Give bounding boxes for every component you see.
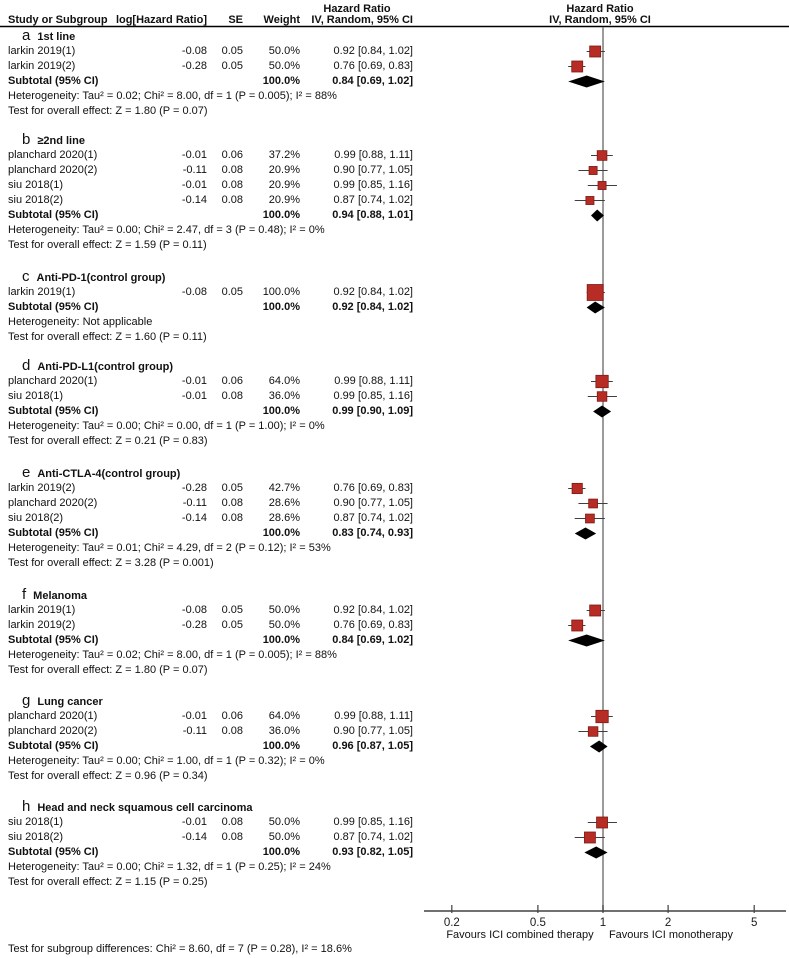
se-value: 0.08 <box>221 164 243 176</box>
overall-effect-row <box>0 663 440 678</box>
ci-text: 0.99 [0.85, 1.16] <box>333 816 413 828</box>
se-value: 0.08 <box>221 831 243 843</box>
subtotal-row <box>0 739 440 754</box>
col-header-ci: IV, Random, 95% CI <box>311 14 413 26</box>
loghr-value: -0.01 <box>181 816 207 828</box>
se-value: 0.05 <box>221 619 243 631</box>
study-name: larkin 2019(1) <box>8 604 76 616</box>
weight-value: 37.2% <box>268 149 300 161</box>
subgroup-title: Anti-PD-1(control group) <box>36 272 166 284</box>
heterogeneity-row <box>0 89 440 104</box>
weight-value: 28.6% <box>268 497 300 509</box>
weight-value: 42.7% <box>268 482 300 494</box>
subtotal-ci-text: 0.96 [0.87, 1.05] <box>332 740 413 752</box>
study-row <box>0 603 440 618</box>
ci-text: 0.76 [0.69, 0.83] <box>333 60 413 72</box>
study-row <box>0 830 440 845</box>
loghr-value: -0.11 <box>182 164 207 176</box>
subgroup-difference-test: Test for subgroup differences: Chi² = 8.60, df = 7 (P = 0.28), I² = 18.6% <box>8 943 352 955</box>
subgroup-label-row <box>0 270 462 285</box>
subtotal-row <box>0 208 440 223</box>
weight-value: 36.0% <box>268 390 300 402</box>
subtotal-diamond <box>568 76 605 88</box>
weight-value: 64.0% <box>268 710 300 722</box>
overall-effect-row <box>0 875 440 890</box>
subtotal-row <box>0 404 440 419</box>
subgroup-title: Lung cancer <box>37 696 103 708</box>
point-estimate-square <box>584 832 595 843</box>
loghr-value: -0.28 <box>181 60 207 72</box>
overall-effect-text: Test for overall effect: Z = 1.80 (P = 0.07) <box>8 105 208 117</box>
weight-value: 64.0% <box>268 375 300 387</box>
subgroup-title: 1st line <box>37 31 76 43</box>
study-row <box>0 163 440 178</box>
weight-value: 20.9% <box>268 194 300 206</box>
ci-text: 0.87 [0.74, 1.02] <box>333 831 413 843</box>
subgroup-letter: d <box>22 357 31 374</box>
heterogeneity-text: Heterogeneity: Tau² = 0.00; Chi² = 2.47, df = 3 (P = 0.48); I² = 0% <box>8 224 325 236</box>
loghr-value: -0.28 <box>181 482 207 494</box>
axis-tick-label: 1 <box>599 917 607 929</box>
subtotal-weight: 100.0% <box>262 209 300 221</box>
subtotal-label: Subtotal (95% CI) <box>8 527 99 539</box>
ci-text: 0.99 [0.88, 1.11] <box>334 149 413 161</box>
study-name: planchard 2020(1) <box>8 149 98 161</box>
axis-tick-label: 2 <box>664 917 672 929</box>
subtotal-diamond <box>568 635 605 647</box>
weight-value: 50.0% <box>268 831 300 843</box>
ci-text: 0.87 [0.74, 1.02] <box>333 512 413 524</box>
subtotal-diamond <box>584 847 607 859</box>
ci-text: 0.90 [0.77, 1.05] <box>333 164 413 176</box>
subtotal-label: Subtotal (95% CI) <box>8 846 99 858</box>
subgroup-label-row <box>0 694 462 709</box>
study-row <box>0 511 440 526</box>
weight-value: 50.0% <box>268 619 300 631</box>
overall-effect-text: Test for overall effect: Z = 3.28 (P = 0.001) <box>8 557 214 569</box>
subtotal-ci-text: 0.83 [0.74, 0.93] <box>332 527 413 539</box>
point-estimate-square <box>585 514 594 523</box>
point-estimate-square <box>588 727 598 737</box>
study-name: larkin 2019(1) <box>8 286 76 298</box>
study-row <box>0 285 440 300</box>
ci-text: 0.92 [0.84, 1.02] <box>333 604 413 616</box>
weight-value: 50.0% <box>268 45 300 57</box>
study-name: planchard 2020(2) <box>8 497 98 509</box>
se-value: 0.08 <box>221 194 243 206</box>
study-name: larkin 2019(2) <box>8 619 76 631</box>
subtotal-diamond <box>575 528 596 540</box>
study-name: siu 2018(1) <box>8 816 64 828</box>
subtotal-ci-text: 0.94 [0.88, 1.01] <box>332 209 413 221</box>
se-value: 0.05 <box>221 604 243 616</box>
subgroup-letter: f <box>22 586 27 603</box>
subgroup-letter: c <box>22 268 30 285</box>
subgroup-title: Melanoma <box>33 590 87 602</box>
subtotal-label: Subtotal (95% CI) <box>8 209 99 221</box>
overall-effect-text: Test for overall effect: Z = 0.21 (P = 0.83) <box>8 435 208 447</box>
study-name: planchard 2020(2) <box>8 164 98 176</box>
loghr-value: -0.01 <box>181 179 207 191</box>
subgroup-letter: h <box>22 798 31 815</box>
subtotal-label: Subtotal (95% CI) <box>8 301 99 313</box>
se-value: 0.06 <box>221 375 243 387</box>
heterogeneity-row <box>0 754 440 769</box>
subtotal-weight: 100.0% <box>262 846 300 858</box>
study-name: larkin 2019(1) <box>8 45 76 57</box>
weight-value: 50.0% <box>268 816 300 828</box>
study-name: planchard 2020(2) <box>8 725 98 737</box>
subgroup-label-row <box>0 466 462 481</box>
se-value: 0.06 <box>221 149 243 161</box>
point-estimate-square <box>589 166 597 174</box>
study-name: siu 2018(2) <box>8 512 64 524</box>
loghr-value: -0.11 <box>182 725 207 737</box>
ci-text: 0.76 [0.69, 0.83] <box>333 619 413 631</box>
loghr-value: -0.08 <box>181 45 207 57</box>
point-estimate-square <box>572 61 583 72</box>
point-estimate-square <box>596 710 608 722</box>
ci-text: 0.76 [0.69, 0.83] <box>333 482 413 494</box>
heterogeneity-text: Heterogeneity: Tau² = 0.00; Chi² = 0.00, df = 1 (P = 1.00); I² = 0% <box>8 420 325 432</box>
subgroup-title: Anti-PD-L1(control group) <box>37 361 173 373</box>
heterogeneity-row <box>0 648 440 663</box>
overall-effect-text: Test for overall effect: Z = 0.96 (P = 0.34) <box>8 770 208 782</box>
study-row <box>0 709 440 724</box>
study-row <box>0 618 440 633</box>
study-name: larkin 2019(2) <box>8 60 76 72</box>
point-estimate-square <box>586 196 594 204</box>
point-estimate-square <box>589 499 598 508</box>
study-name: larkin 2019(2) <box>8 482 76 494</box>
study-row <box>0 44 440 59</box>
study-name: planchard 2020(1) <box>8 710 98 722</box>
study-row <box>0 481 440 496</box>
se-value: 0.05 <box>221 45 243 57</box>
point-estimate-square <box>590 605 601 616</box>
subgroup-label-row <box>0 359 462 374</box>
subtotal-row <box>0 74 440 89</box>
subtotal-ci-text: 0.84 [0.69, 1.02] <box>332 634 413 646</box>
subtotal-row <box>0 300 440 315</box>
subtotal-diamond <box>593 406 611 418</box>
heterogeneity-text: Heterogeneity: Tau² = 0.02; Chi² = 8.00, df = 1 (P = 0.005); I² = 88% <box>8 649 337 661</box>
axis-label-left: Favours ICI combined therapy <box>446 929 594 941</box>
se-value: 0.08 <box>221 725 243 737</box>
weight-value: 20.9% <box>268 179 300 191</box>
study-row <box>0 193 440 208</box>
study-name: siu 2018(1) <box>8 390 64 402</box>
subgroup-letter: a <box>22 27 31 44</box>
se-value: 0.08 <box>221 512 243 524</box>
subtotal-label: Subtotal (95% CI) <box>8 634 99 646</box>
se-value: 0.05 <box>221 60 243 72</box>
point-estimate-square <box>590 46 601 57</box>
subtotal-weight: 100.0% <box>262 301 300 313</box>
heterogeneity-text: Heterogeneity: Not applicable <box>8 316 153 328</box>
se-value: 0.05 <box>221 286 243 298</box>
se-value: 0.08 <box>221 816 243 828</box>
ci-text: 0.90 [0.77, 1.05] <box>333 725 413 737</box>
subgroup-title: Anti-CTLA-4(control group) <box>37 468 181 480</box>
point-estimate-square <box>598 181 606 189</box>
point-estimate-square <box>572 620 583 631</box>
weight-value: 50.0% <box>268 60 300 72</box>
point-estimate-square <box>597 817 608 828</box>
subtotal-label: Subtotal (95% CI) <box>8 740 99 752</box>
subtotal-weight: 100.0% <box>262 527 300 539</box>
subgroup-label-row <box>0 588 462 603</box>
heterogeneity-row <box>0 419 440 434</box>
overall-effect-row <box>0 556 440 571</box>
study-row <box>0 178 440 193</box>
study-row <box>0 496 440 511</box>
loghr-value: -0.14 <box>181 512 207 524</box>
subtotal-diamond <box>590 741 608 753</box>
heterogeneity-text: Heterogeneity: Tau² = 0.00; Chi² = 1.00, df = 1 (P = 0.32); I² = 0% <box>8 755 325 767</box>
ci-text: 0.99 [0.88, 1.11] <box>334 375 413 387</box>
overall-effect-text: Test for overall effect: Z = 1.60 (P = 0.11) <box>8 331 207 343</box>
weight-value: 50.0% <box>268 604 300 616</box>
subtotal-diamond <box>587 302 605 314</box>
ci-text: 0.92 [0.84, 1.02] <box>333 286 413 298</box>
study-name: planchard 2020(1) <box>8 375 98 387</box>
overall-effect-row <box>0 434 440 449</box>
col-header-weight: Weight <box>263 14 300 26</box>
axis-tick-label: 5 <box>750 917 758 929</box>
subtotal-ci-text: 0.93 [0.82, 1.05] <box>332 846 413 858</box>
weight-value: 20.9% <box>268 164 300 176</box>
study-name: siu 2018(1) <box>8 179 64 191</box>
se-value: 0.06 <box>221 710 243 722</box>
study-name: siu 2018(2) <box>8 831 64 843</box>
subtotal-weight: 100.0% <box>262 75 300 87</box>
weight-value: 36.0% <box>268 725 300 737</box>
weight-value: 28.6% <box>268 512 300 524</box>
heterogeneity-row <box>0 315 440 330</box>
hazard-ratio-col-title-text: Hazard Ratio <box>323 3 391 15</box>
loghr-value: -0.14 <box>181 194 207 206</box>
subgroup-label-row <box>0 800 462 815</box>
col-header-loghr: log[Hazard Ratio] <box>115 14 207 26</box>
subgroup-letter: b <box>22 131 31 148</box>
subgroup-label-row <box>0 133 462 148</box>
subtotal-label: Subtotal (95% CI) <box>8 405 99 417</box>
subtotal-ci-text: 0.84 [0.69, 1.02] <box>332 75 413 87</box>
plot-hazard-ratio-title-text: Hazard Ratio <box>566 3 634 15</box>
se-value: 0.08 <box>221 497 243 509</box>
axis-tick-label: 0.2 <box>443 917 460 929</box>
loghr-value: -0.14 <box>181 831 207 843</box>
loghr-value: -0.08 <box>181 286 207 298</box>
study-row <box>0 374 440 389</box>
subtotal-weight: 100.0% <box>262 405 300 417</box>
point-estimate-square <box>587 285 603 301</box>
study-row <box>0 148 440 163</box>
study-row <box>0 389 440 404</box>
loghr-value: -0.01 <box>181 390 207 402</box>
subgroup-label-row <box>0 29 462 44</box>
study-row <box>0 59 440 74</box>
ci-text: 0.92 [0.84, 1.02] <box>333 45 413 57</box>
subgroup-title: ≥2nd line <box>37 135 85 147</box>
ci-text: 0.87 [0.74, 1.02] <box>333 194 413 206</box>
ci-text: 0.99 [0.85, 1.16] <box>333 390 413 402</box>
col-header-se: SE <box>228 14 243 26</box>
overall-effect-row <box>0 769 440 784</box>
subtotal-ci-text: 0.92 [0.84, 1.02] <box>332 301 413 313</box>
subtotal-row <box>0 845 440 860</box>
ci-text: 0.99 [0.85, 1.16] <box>333 179 413 191</box>
ci-text: 0.99 [0.88, 1.11] <box>334 710 413 722</box>
study-name: siu 2018(2) <box>8 194 64 206</box>
point-estimate-square <box>597 392 607 402</box>
subtotal-row <box>0 526 440 541</box>
subgroup-letter: e <box>22 464 31 481</box>
loghr-value: -0.01 <box>181 375 207 387</box>
heterogeneity-row <box>0 223 440 238</box>
se-value: 0.05 <box>221 482 243 494</box>
axis-label-right: Favours ICI monotherapy <box>608 929 734 941</box>
heterogeneity-text: Heterogeneity: Tau² = 0.00; Chi² = 1.32, df = 1 (P = 0.25); I² = 24% <box>8 861 331 873</box>
subgroup-letter: g <box>22 692 31 709</box>
loghr-value: -0.08 <box>181 604 207 616</box>
col-header-study: Study or Subgroup <box>8 14 108 26</box>
subtotal-diamond <box>591 210 604 222</box>
loghr-value: -0.01 <box>181 710 207 722</box>
loghr-value: -0.11 <box>182 497 207 509</box>
point-estimate-square <box>597 151 607 161</box>
se-value: 0.08 <box>221 390 243 402</box>
overall-effect-text: Test for overall effect: Z = 1.15 (P = 0.25) <box>8 876 208 888</box>
loghr-value: -0.01 <box>181 149 207 161</box>
heterogeneity-row <box>0 541 440 556</box>
heterogeneity-text: Heterogeneity: Tau² = 0.01; Chi² = 4.29, df = 2 (P = 0.12); I² = 53% <box>8 542 331 554</box>
overall-effect-row <box>0 238 440 253</box>
overall-effect-text: Test for overall effect: Z = 1.59 (P = 0.11) <box>8 239 207 251</box>
subtotal-label: Subtotal (95% CI) <box>8 75 99 87</box>
subgroup-title: Head and neck squamous cell carcinoma <box>37 802 253 814</box>
plot-header-ci: IV, Random, 95% CI <box>549 14 651 26</box>
subtotal-row <box>0 633 440 648</box>
subtotal-weight: 100.0% <box>262 740 300 752</box>
subtotal-ci-text: 0.99 [0.90, 1.09] <box>332 405 413 417</box>
study-row <box>0 724 440 739</box>
se-value: 0.08 <box>221 179 243 191</box>
study-row <box>0 815 440 830</box>
weight-value: 100.0% <box>262 286 300 298</box>
point-estimate-square <box>572 483 582 493</box>
point-estimate-square <box>596 375 608 387</box>
loghr-value: -0.28 <box>181 619 207 631</box>
subtotal-weight: 100.0% <box>262 634 300 646</box>
heterogeneity-row <box>0 860 440 875</box>
heterogeneity-text: Heterogeneity: Tau² = 0.02; Chi² = 8.00, df = 1 (P = 0.005); I² = 88% <box>8 90 337 102</box>
overall-effect-row <box>0 104 440 119</box>
ci-text: 0.90 [0.77, 1.05] <box>333 497 413 509</box>
axis-tick-label: 0.5 <box>529 917 546 929</box>
overall-effect-text: Test for overall effect: Z = 1.80 (P = 0.07) <box>8 664 208 676</box>
overall-effect-row <box>0 330 440 345</box>
